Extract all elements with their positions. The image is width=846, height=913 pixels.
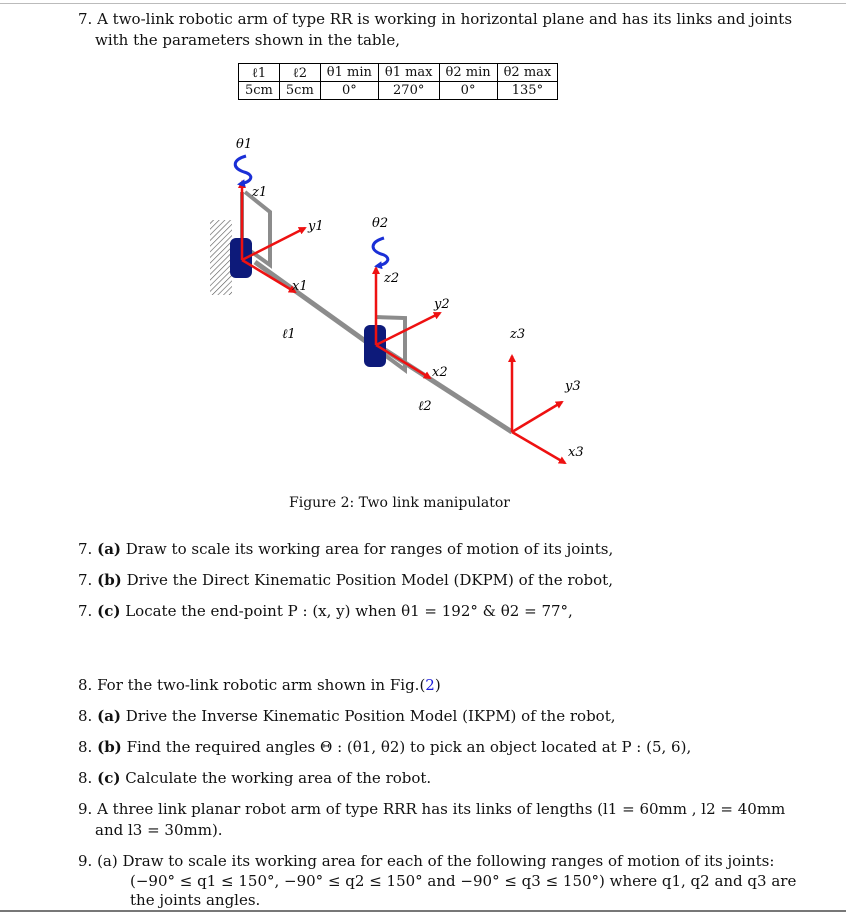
rotation-theta2-icon <box>373 238 388 266</box>
q8c-tag: (c) <box>97 769 121 787</box>
rotation-theta1-icon <box>235 156 251 184</box>
q8a-num: 8. <box>78 707 93 725</box>
value-theta1-min: 0° <box>320 82 378 100</box>
label-y2: y2 <box>434 297 450 312</box>
two-link-manipulator-figure <box>200 120 620 480</box>
q7a <box>78 540 613 559</box>
q8a <box>78 707 616 726</box>
q7c-tag: (c) <box>97 602 121 620</box>
q7c-num: 7. <box>78 602 93 620</box>
q8c <box>78 769 431 788</box>
label-x1: x1 <box>292 279 308 294</box>
value-l1: 5cm <box>239 82 280 100</box>
q9a-line2: (−90° ≤ q1 ≤ 150°, −90° ≤ q2 ≤ 150° and −90° ≤ q3 ≤ 150°) where q1, q2 and q3 are <box>130 872 797 890</box>
q7a-num: 7. <box>78 540 93 558</box>
header-theta1-max: θ1 max <box>378 64 439 82</box>
figure-reference-link[interactable]: 2 <box>425 676 435 694</box>
header-theta2-min: θ2 min <box>439 64 497 82</box>
q7b-num: 7. <box>78 571 93 589</box>
label-z1: z1 <box>252 185 268 200</box>
q7-intro-line2: with the parameters shown in the table, <box>95 31 400 49</box>
q7c-text: Locate the end-point P : (x, y) when θ1 = 192° & θ2 = 77°, <box>125 602 573 620</box>
header-theta1-min: θ1 min <box>320 64 378 82</box>
q8-intro-text: 8. For the two-link robotic arm shown in Fig.( <box>78 676 426 694</box>
q7b-tag: (b) <box>97 571 122 589</box>
label-theta1: θ1 <box>236 137 253 152</box>
wall-hatch <box>210 220 232 295</box>
q8-intro <box>78 676 441 695</box>
value-theta1-max: 270° <box>378 82 439 100</box>
q8b-text: Find the required angles Θ : (θ1, θ2) to pick an object located at P : (5, 6), <box>126 738 692 756</box>
figure-caption: Figure 2: Two link manipulator <box>289 495 510 511</box>
q8a-text: Drive the Inverse Kinematic Position Model (IKPM) of the robot, <box>125 707 616 725</box>
q9-intro-line1: 9. A three link planar robot arm of type RRR has its links of lengths (l1 = 60mm , l2 = 40mm <box>78 800 786 818</box>
q8c-num: 8. <box>78 769 93 787</box>
header-l1: ℓ1 <box>239 64 280 82</box>
frame-3-axes <box>512 356 565 463</box>
q8-intro-end: ) <box>434 676 441 694</box>
label-y3: y3 <box>565 379 581 394</box>
q8b-num: 8. <box>78 738 93 756</box>
q7-intro-line1: 7. A two-link robotic arm of type RR is working in horizontal plane and has its links and joints <box>78 10 793 28</box>
bottom-rule <box>0 910 846 912</box>
parameters-value-row <box>239 82 558 100</box>
label-z2: z2 <box>384 271 400 286</box>
q8a-tag: (a) <box>97 707 122 725</box>
header-theta2-max: θ2 max <box>497 64 558 82</box>
label-y1: y1 <box>308 219 324 234</box>
q7b <box>78 571 613 590</box>
q7b-text: Drive the Direct Kinematic Position Model (DKPM) of the robot, <box>126 571 613 589</box>
value-l2: 5cm <box>279 82 320 100</box>
q9a-line1: 9. (a) Draw to scale its working area for each of the following ranges of motion of its joints: <box>78 852 775 870</box>
value-theta2-max: 135° <box>497 82 558 100</box>
label-x3: x3 <box>568 445 584 460</box>
label-x2: x2 <box>432 365 448 380</box>
parameters-header-row <box>239 64 558 82</box>
header-l2: ℓ2 <box>279 64 320 82</box>
label-z3: z3 <box>510 327 526 342</box>
q8b <box>78 738 691 757</box>
label-l1: ℓ1 <box>282 327 296 342</box>
label-theta2: θ2 <box>372 216 389 231</box>
q9-intro-line2: and l3 = 30mm). <box>95 821 223 839</box>
q7a-tag: (a) <box>97 540 122 558</box>
q8c-text: Calculate the working area of the robot. <box>125 769 432 787</box>
value-theta2-min: 0° <box>439 82 497 100</box>
q7a-text: Draw to scale its working area for ranges of motion of its joints, <box>125 540 614 558</box>
link-1 <box>242 192 375 348</box>
parameters-table <box>238 63 558 100</box>
label-l2: ℓ2 <box>418 399 432 414</box>
q7c <box>78 602 573 621</box>
top-rule <box>0 3 846 4</box>
q9a-line3: the joints angles. <box>130 891 261 909</box>
q8b-tag: (b) <box>97 738 122 756</box>
